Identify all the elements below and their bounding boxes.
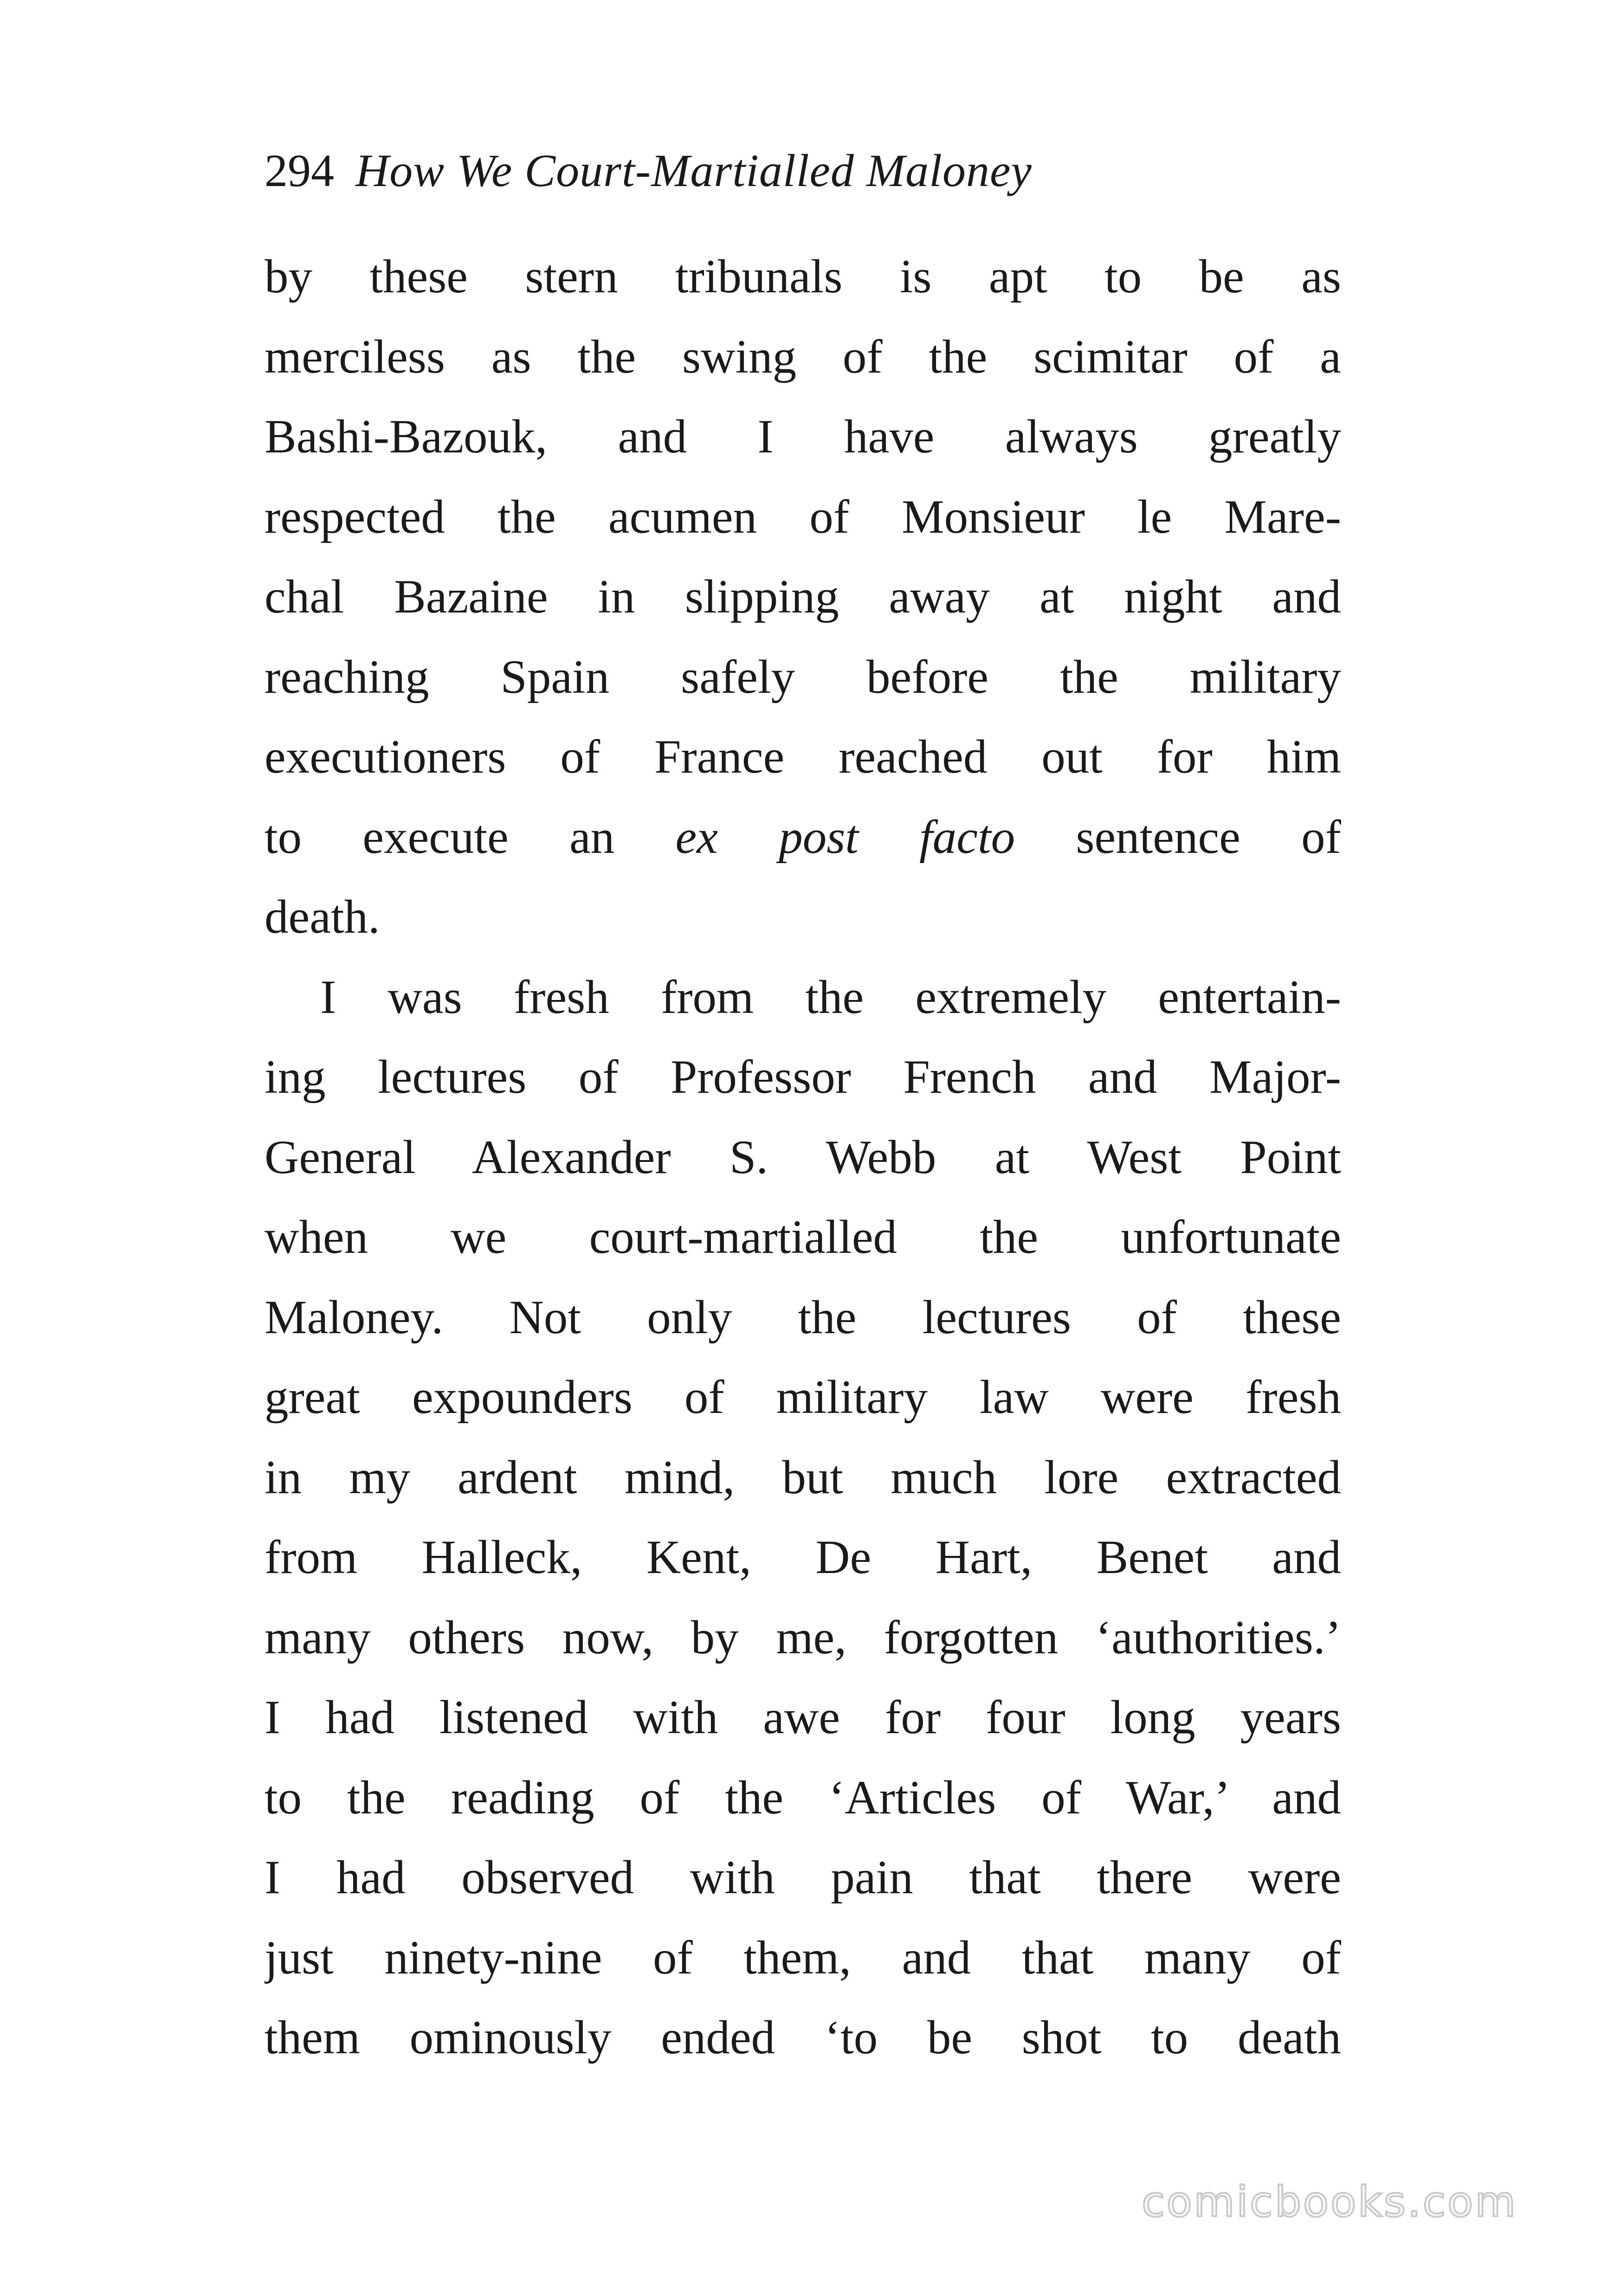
text-line: when we court-martialled the unfortunate	[265, 1211, 1341, 1264]
text-line: respected the acumen of Monsieur le Mare-	[265, 490, 1341, 543]
text-line: many others now, by me, forgotten ‘authorities.’	[265, 1611, 1341, 1664]
text-line: I had listened with awe for four long years	[265, 1691, 1341, 1744]
text-line: to the reading of the ‘Articles of War,’ and	[265, 1771, 1341, 1824]
text-line: Maloney. Not only the lectures of these	[265, 1290, 1341, 1344]
text-line: in my ardent mind, but much lore extracted	[265, 1451, 1341, 1504]
text-line: General Alexander S. Webb at West Point	[265, 1130, 1341, 1184]
page-number: 294	[265, 145, 334, 196]
text-line	[265, 797, 1341, 877]
text-line: I was fresh from the extremely entertain-	[320, 970, 1341, 1024]
text-line: great expounders of military law were fresh	[265, 1371, 1341, 1424]
text-line: reaching Spain safely before the military	[265, 650, 1341, 703]
watermark-logo: comicbooks.com	[1142, 2178, 1517, 2226]
text-line: merciless as the swing of the scimitar of a	[265, 330, 1341, 383]
text-run: sentence of	[1015, 810, 1341, 864]
text-line: just ninety-nine of them, and that many of	[265, 1931, 1341, 1984]
text-line: chal Bazaine in slipping away at night and	[265, 570, 1341, 623]
text-line: Bashi-Bazouk, and I have always greatly	[265, 410, 1341, 463]
text-line: executioners of France reached out for him	[265, 730, 1341, 783]
text-line: I had observed with pain that there were	[265, 1851, 1341, 1904]
text-line: by these stern tribunals is apt to be as	[265, 250, 1341, 303]
running-title: How We Court-Martialled Maloney	[355, 145, 1032, 196]
text-line: them ominously ended ‘to be shot to death	[265, 2011, 1341, 2064]
text-line: from Halleck, Kent, De Hart, Benet and	[265, 1531, 1341, 1584]
text-line: death.	[265, 890, 380, 943]
text-run: to execute an	[265, 810, 676, 864]
body-text	[265, 237, 1341, 2078]
running-head	[265, 134, 1341, 208]
text-line: ing lectures of Professor French and Major-	[265, 1051, 1341, 1103]
italic-phrase: ex post facto	[675, 810, 1015, 864]
